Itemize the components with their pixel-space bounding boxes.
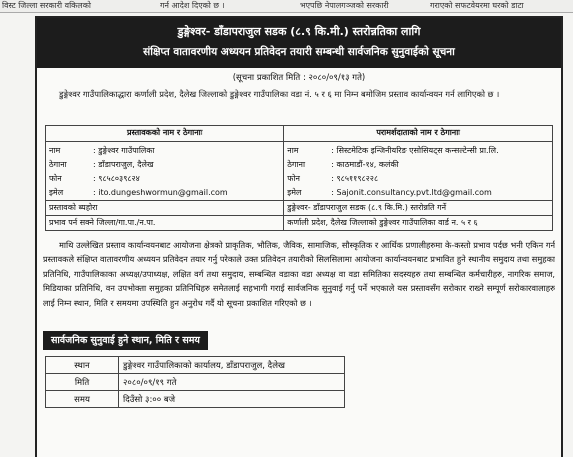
affected-area-value: कर्णाली प्रदेश, दैलेख जिल्लाको डुङ्गेश्वर गाउँपालिका वार्ड न. ५ र ६	[284, 216, 553, 231]
consultant-heading: परामर्शदाताको नाम र ठेगानाः	[284, 126, 553, 142]
field-value: : डाँडापराजुल, दैलेख	[93, 159, 154, 169]
field-value: : ९८५११९८२२८	[331, 173, 379, 183]
field-value: : डुङ्गेश्वर गाउँपालिका	[93, 145, 155, 155]
field-value: : Sajonit.consultancy.pvt.ltd@gmail.com	[331, 187, 492, 197]
consultant-details	[284, 142, 553, 201]
date-label: मिति	[46, 374, 119, 391]
parties-table	[45, 125, 553, 231]
strip-text-3: भएपछि नेपालगञ्जको सरकारी	[300, 1, 389, 10]
field-value: : ito.dungeshwormun@gmail.com	[93, 187, 228, 197]
intro-paragraph: डुङ्गेश्वर गाउँपालिकाद्धारा कर्णाली प्रदेश, दैलेख जिल्लाको डुङ्गेश्वर गाउँपालिका वडा नं. ५ र ६ मा निम्न बमोजिम प्रस्ताव कार्यान्वयन गर्न लागिएको छ ।	[59, 89, 500, 99]
public-notice	[35, 16, 563, 457]
hearing-details-table	[45, 356, 345, 408]
time-label: समय	[46, 391, 119, 408]
venue-row	[46, 357, 345, 374]
proponent-details	[46, 142, 284, 201]
field-label: ठेगाना	[287, 159, 306, 169]
time-value: दिउँसो ३:०० बजे	[119, 391, 345, 408]
time-row	[46, 391, 345, 408]
venue-value: डुङ्गेश्वर गाउँपालिकाको कार्यालय, डाँडापराजुल, दैलेख	[119, 357, 345, 374]
proposal-value: डुङ्गेश्वर- डाँडापराजुल सडक (८.९ कि.मि.) स्तरोन्नति गर्ने	[284, 201, 553, 216]
consultant-name-row	[287, 143, 549, 157]
notice-banner	[37, 18, 561, 68]
consultant-address-row	[287, 157, 549, 171]
field-value: : सिस्टमेटिक इन्जिनीयरिङ एसोसियट्स कन्सल्टेन्सी प्रा.लि.	[331, 145, 499, 155]
proponent-email-row	[49, 185, 280, 199]
field-label: फोन	[49, 173, 62, 183]
field-label: ठेगाना	[49, 159, 67, 169]
field-value: : ९८५८०३९८२४	[93, 173, 140, 183]
proponent-address-row	[49, 157, 280, 171]
strip-text-4: गराएको सफटवेयरमा घरको डाटा	[430, 1, 524, 10]
strip-text-2: गर्न आदेश दिएको छ ।	[160, 1, 225, 10]
field-label: नाम	[49, 145, 61, 155]
proponent-heading: प्रस्तावकको नाम र ठेगानाः	[46, 126, 284, 142]
field-label: नाम	[287, 145, 299, 155]
strip-text-1: विस्ट जिल्ला सरकारी वकिलको	[2, 1, 91, 10]
consultant-email-row	[287, 185, 549, 199]
body-paragraph: माथि उल्लेखित प्रस्ताव कार्यान्वयनबाट आयोजना क्षेत्रको प्राकृतिक, भौतिक, जैविक, सामाजिक, सौस्कृतिक र आर्थिक प्रणालीहरुमा के-कस्तो प्रभाव पर्दछ भनी एकिन गर्न प्रस्तावकले संक्षिप्त वातावरणीय अध्ययन प्रतिवेदन तयार गर्नु परेकाले उक्त प्रतिवेदन तयारीको सिलसिलामा आयोजना कार्यान्वयनबाट प्रभावित हुने स्थानीय समुदाय तथा समुहका प्रतिनिधि, गाउँपालिकाका अध्यक्ष/उपाध्यक्ष, लक्षित वर्ग तथा समुदाय, सम्बन्धित वडाका वडा अध्यक्ष वा वडा समितिका सदस्यहरु तथा सम्बन्धित कर्मचारीहरु, नागरिक समाज, मिडियाका प्रतिनिधि, वन उपभोक्ता समुहका प्रतिनिधिहरु समेतलाई सहभागी गराई सार्वजनिक सुनुवाई गर्नु पर्ने भएकाले यस प्रस्तावसँग सरोकार राख्ने सम्पूर्ण सरोकारवालाहरु लाई निम्न स्थान, मिति र समयमा उपस्थिति हुन अनुरोध गर्दै यो सूचना प्रकाशित गरिएको छ ।	[43, 240, 555, 308]
hearing-section-heading: सार्वजनिक सुनुवाई हुने स्थान, मिति र समय	[43, 331, 208, 350]
publication-date: (सूचना प्रकाशित मिति : २०८०/०९/१३ गते)	[232, 73, 366, 83]
notice-title: डुङ्गेश्वर- डाँडापराजुल सडक (८.९ कि.मी.) स्तरोन्नतिका लागि	[177, 25, 421, 38]
field-label: फोन	[287, 173, 300, 183]
consultant-phone-row	[287, 171, 549, 185]
field-label: इमेल	[49, 187, 64, 197]
previous-article-strip	[0, 0, 573, 13]
affected-area-label: प्रभाव पर्न सक्ने जिल्ला/गा.पा./न.पा.	[46, 216, 284, 231]
notice-subtitle: संक्षिप्त वातावरणीय अध्ययन प्रतिवेदन तयारी सम्बन्धी सार्वजनिक सुनुवाईको सूचना	[143, 46, 455, 58]
venue-label: स्थान	[46, 357, 119, 374]
date-row	[46, 374, 345, 391]
proposal-label: प्रस्तावको ब्यहोरा	[46, 201, 284, 216]
date-value: २०८०/०९/१९ गते	[119, 374, 345, 391]
field-value: : काठमाडौं-१४, कलंकी	[331, 159, 399, 169]
field-label: इमेल	[287, 187, 302, 197]
proponent-name-row	[49, 143, 280, 157]
proponent-phone-row	[49, 171, 280, 185]
